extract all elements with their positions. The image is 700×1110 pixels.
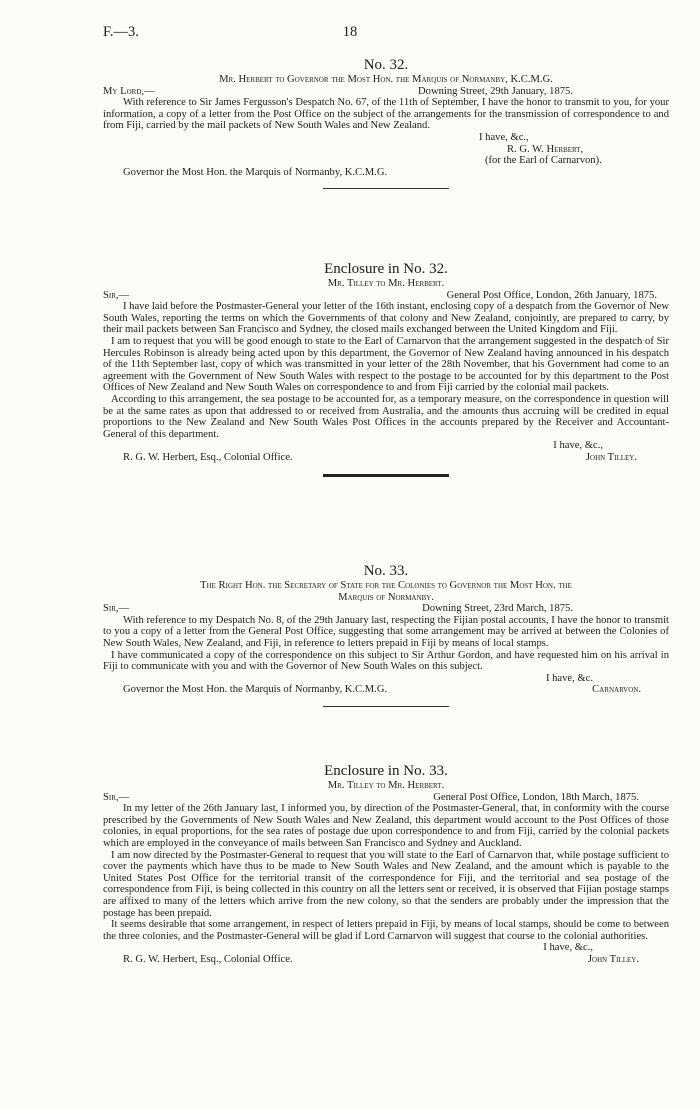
salutation-row (103, 603, 669, 615)
despatch-no-33 (103, 562, 669, 707)
body-paragraph: In my letter of the 26th January last, I informed you, by direction of the Postmaster-General, that, in conformity with the course prescribed by the Governments of New South Wales and New Zealand, this department would account to the Post Offices of those colonies, in equal proportions, for the sea rates of postage due upon correspondence to and from Fiji, carried by the colonial packets which are employed in the conveyance of mails between San Francisco and Sydney and Auckland. (103, 803, 669, 849)
place-date: Downing Street, 29th January, 1875. (418, 85, 573, 97)
salutation: Sir,— (103, 289, 130, 301)
enclosure-title: Enclosure in No. 33. (324, 763, 448, 779)
section-divider (323, 706, 449, 707)
despatch-no-32 (103, 56, 669, 189)
signature-row (103, 684, 669, 696)
salutation: My Lord,— (103, 85, 155, 97)
section-divider (323, 474, 449, 477)
despatch-from-to: Mr. Herbert to Governor the Most Hon. the Marquis of Normanby, K.C.M.G. (219, 74, 553, 85)
addressee: Governor the Most Hon. the Marquis of Normanby, K.C.M.G. (123, 684, 388, 696)
series-code: F.—3. (103, 24, 139, 40)
running-header (103, 24, 597, 42)
body-paragraph: I am now directed by the Postmaster-General to request that you will state to the Earl of Carnarvon that, while postage sufficient to cover the payments which have thus to be made to New South Wales and New Zealand, and the amount which is payable to the United States Post Office for the territorial transit of the correspondence for Fiji, and the territorial and sea postage of the correspondence from Fiji, is being collected in this country on all the letters sent or received, it is observed that Fijian postage stamps are affixed to many of the letters which arrive from the new colony, so that the senders are probably under the impression that the postage has been prepaid. (103, 849, 669, 919)
body-paragraph: I have communicated a copy of the correspondence on this subject to Sir Arthur Gordon, and have requested him on his arrival in Fiji to communicate with you and with the Governor of New South Wales on this subject. (103, 649, 669, 673)
body-paragraph: I have laid before the Postmaster-General your letter of the 16th instant, enclosing copy of a despatch from the Governor of New South Wales, reporting the terms on which the Governments of that colony and New Zealand, conjointly, are prepared to carry, by their mail packets between San Francisco and Sydney, the closed mails exchanged between the United Kingdom and Fiji. (103, 301, 669, 336)
signature: John Tilley. (587, 953, 639, 965)
closing: I have, &c. (545, 672, 593, 684)
body-paragraph: With reference to my Despatch No. 8, of the 29th January last, respecting the Fijian postal accounts, I have the honor to transmit to you a copy of a letter from the General Post Office, suggesting that some arrangement may be arrived at between the Colonies of New South Wales, New Zealand, and Fiji, in reference to letters prepaid in Fiji by means of local stamps. (103, 614, 669, 649)
salutation: Sir,— (103, 603, 130, 615)
salutation-row (103, 86, 669, 98)
place-date: Downing Street, 23rd March, 1875. (422, 603, 573, 615)
body-paragraph: With reference to Sir James Fergusson's Despatch No. 67, of the 11th of September, I have the honor to transmit to you, for your information, a copy of a letter from the Post Office on the subject of the arrangements for the transmission of correspondence to and from Fiji, carried by the mail packets of New South Wales and New Zealand. (103, 97, 669, 132)
body-paragraph: I am to request that you will be good enough to state to the Earl of Carnarvon that the arrangement suggested in the despatch of Sir Hercules Robinson is already being acted upon by this department, the Governor of New Zealand having announced in his despatch of the 11th September last, copy of which was transmitted in your letter of the 28th November, that his Government had come to an agreement with the Government of New South Wales with respect to the postage to be accounted for by this department to the Post Offices of New Zealand and New South Wales on correspondence to and from Fiji carried by the colonial mail packets. (103, 335, 669, 394)
signature: Carnarvon. (592, 684, 641, 696)
enclosure-no-33 (103, 762, 669, 966)
addressee: Governor the Most Hon. the Marquis of Normanby, K.C.M.G. (123, 166, 388, 178)
place-date: General Post Office, London, 18th March, 1875. (433, 791, 639, 803)
despatch-title: No. 32. (363, 57, 409, 73)
addressee: R. G. W. Herbert, Esq., Colonial Office. (123, 451, 293, 463)
section-divider (323, 188, 449, 189)
signature-row (103, 954, 669, 966)
signature-row (103, 452, 669, 464)
despatch-from-to-line2: Marquis of Normanby. (338, 591, 434, 603)
enclosure-no-32 (103, 260, 669, 477)
despatch-from-to-line1: The Right Hon. the Secretary of State for the Colonies to Governor the Most Hon. the (200, 580, 572, 591)
salutation: Sir,— (103, 791, 130, 803)
body-paragraph: According to this arrangement, the sea postage to be accounted for, as a temporary measure, on the correspondence in question will be at the same rates as upon that addressed to or received from Australia, and the amounts thus accruing will be credited in equal proportions to the New Zealand and New South Wales Post Offices in the accounts prepared by the Receiver and Accountant-General of this department. (103, 393, 669, 440)
enclosure-from-to: Mr. Tilley to Mr. Herbert. (327, 278, 445, 289)
enclosure-title: Enclosure in No. 32. (324, 261, 448, 277)
closing-block (479, 132, 669, 167)
enclosure-from-to: Mr. Tilley to Mr. Herbert. (327, 780, 445, 791)
salutation-row (103, 792, 669, 804)
place-date: General Post Office, London, 26th January, 1875. (446, 289, 657, 301)
closing: I have, &c., (479, 131, 529, 143)
despatch-title: No. 33. (363, 563, 409, 579)
signature: John Tilley. (585, 451, 637, 463)
signature-note: (for the Earl of Carnarvon). (485, 155, 602, 167)
signature: R. G. W. Herbert, (507, 143, 584, 155)
salutation-row (103, 290, 669, 302)
page-number: 18 (342, 24, 358, 40)
addressee: R. G. W. Herbert, Esq., Colonial Office. (123, 953, 293, 965)
body-paragraph: It seems desirable that some arrangement, in respect of letters prepaid in Fiji, by means of local stamps, should be come to between the three colonies, and the Postmaster-General will be glad if Lord Carnarvon will suggest that course to the colonial authorities. (103, 919, 669, 942)
closing: I have, &c., (543, 942, 593, 954)
closing: I have, &c., (553, 440, 603, 452)
